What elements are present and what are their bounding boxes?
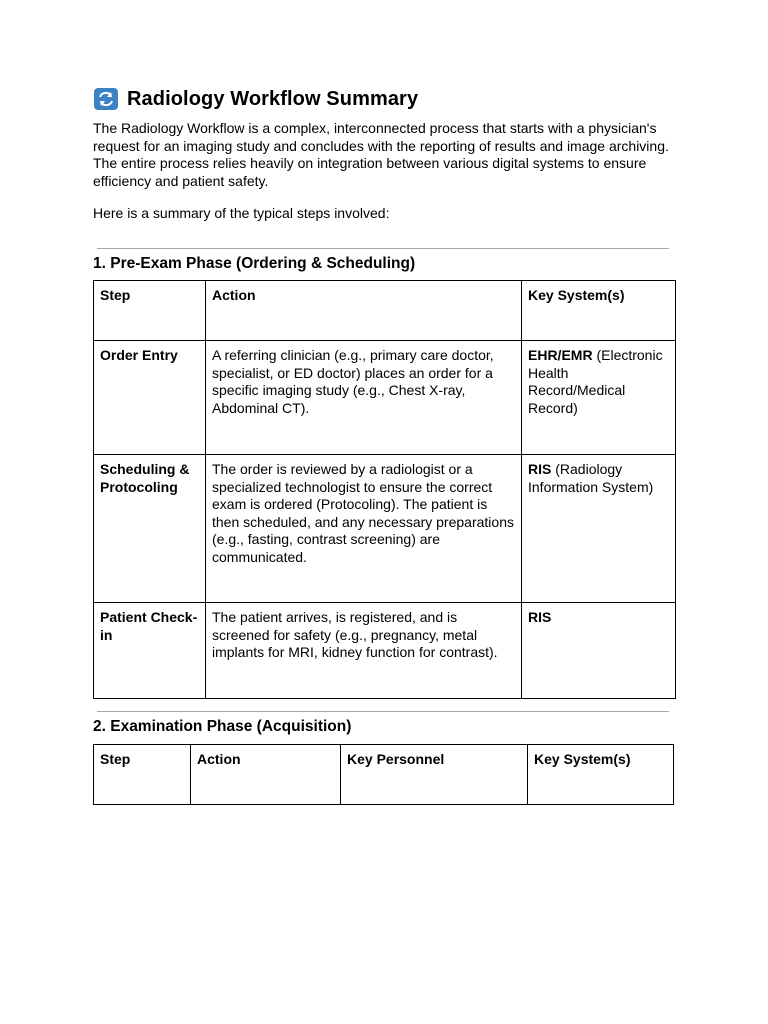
step-cell: Order Entry [94, 341, 206, 455]
table-row [94, 341, 676, 455]
action-cell: A referring clinician (e.g., primary care doctor, specialist, or ED doctor) places an order for a specific imaging study (e.g., Chest X-ray, Abdominal CT). [206, 341, 522, 455]
title-row [93, 84, 675, 114]
header-step: Step [94, 281, 206, 341]
cycle-arrows-icon [93, 87, 119, 111]
section-divider-2 [97, 711, 669, 712]
header-key-systems: Key System(s) [528, 745, 674, 805]
step-cell: Scheduling & Protocoling [94, 455, 206, 603]
action-cell: The patient arrives, is registered, and is screened for safety (e.g., pregnancy, metal implants for MRI, kidney function for contrast). [206, 603, 522, 699]
system-name: RIS [528, 609, 552, 625]
step-cell: Patient Check-in [94, 603, 206, 699]
table-header-row [94, 281, 676, 341]
examination-table [93, 744, 674, 805]
section2-heading: 2. Examination Phase (Acquisition) [93, 718, 352, 735]
pre-exam-table [93, 280, 676, 699]
header-action: Action [206, 281, 522, 341]
system-name: EHR/EMR [528, 347, 593, 363]
table-row [94, 455, 676, 603]
header-action: Action [191, 745, 341, 805]
system-description: (Electronic Health Record/Medical Record) [528, 347, 663, 416]
system-description: (Radiology Information System) [528, 461, 654, 495]
section-divider-1 [97, 248, 669, 249]
system-cell [522, 455, 676, 603]
system-cell [522, 341, 676, 455]
header-key-personnel: Key Personnel [341, 745, 528, 805]
header-step: Step [94, 745, 191, 805]
system-name: RIS [528, 461, 552, 477]
page-title: Radiology Workflow Summary [127, 87, 419, 110]
document-page [93, 84, 675, 767]
header-key-systems: Key System(s) [522, 281, 676, 341]
lead-paragraph: Here is a summary of the typical steps involved: [93, 205, 390, 222]
table-header-row [94, 745, 674, 805]
intro-paragraph: The Radiology Workflow is a complex, interconnected process that starts with a physician's request for an imaging study and concludes with the reporting of results and image archiving. The entire process relies heavily on integration between various digital systems to ensure efficiency and patient safety. [93, 120, 669, 189]
system-cell [522, 603, 676, 699]
action-cell: The order is reviewed by a radiologist or a specialized technologist to ensure the correct exam is ordered (Protocoling). The patient is then scheduled, and any necessary preparations (e.g., fasting, contrast screening) are communicated. [206, 455, 522, 603]
table-row [94, 603, 676, 699]
section1-heading: 1. Pre-Exam Phase (Ordering & Scheduling) [93, 255, 416, 272]
